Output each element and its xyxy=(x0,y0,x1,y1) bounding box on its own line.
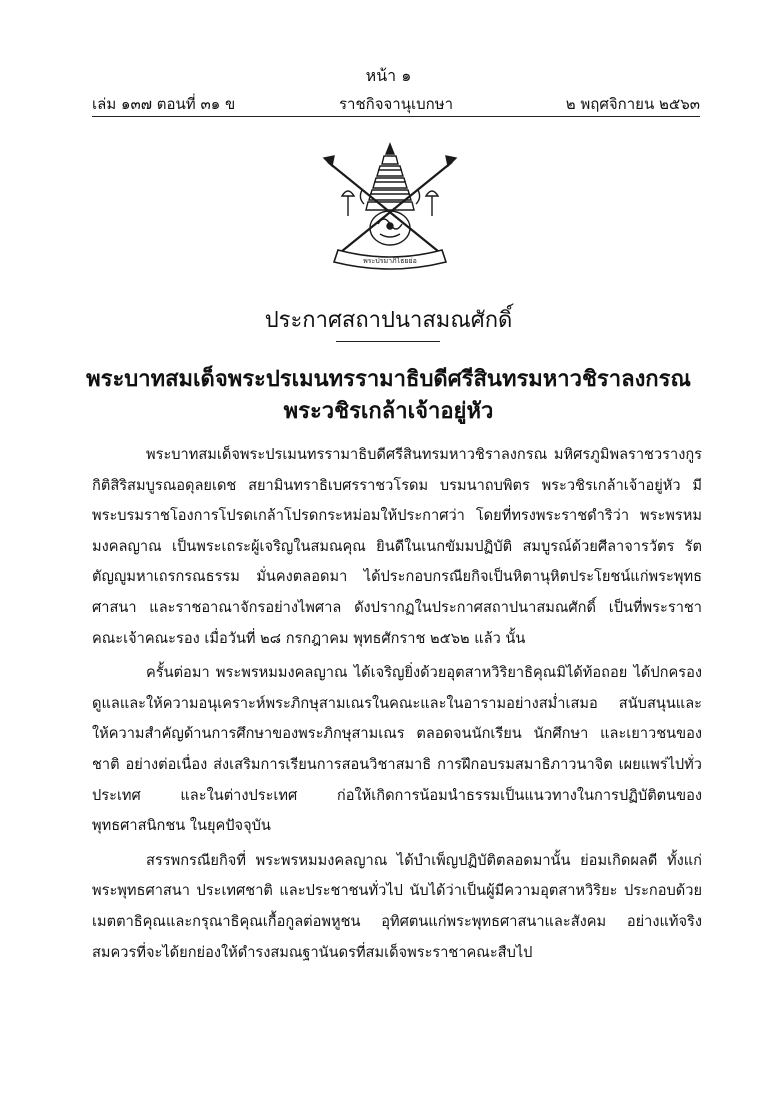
publication-name: ราชกิจจานุเบกษา xyxy=(338,95,454,113)
king-name-line-1: พระบาทสมเด็จพระปรเมนทรรามาธิบดีศรีสินทรมหาวชิราลงกรณ xyxy=(86,367,691,392)
volume-issue: เล่ม ๑๓๗ ตอนที่ ๓๑ ข xyxy=(92,95,236,113)
paragraph-1: พระบาทสมเด็จพระปรเมนทรรามาธิบดีศรีสินทรมหาวชิราลงกรณ มหิศรภูมิพลราชวรางกูร กิติสิริสมบูรณอดุลยเดช สยามินทราธิเบศรราชวโรดม บรมนาถบพิตร พระวชิรเกล้าเจ้าอยู่หัว มีพระบรมราชโองการโปรดเกล้าโปรดกระหม่อมให้ประกาศว่า โดยที่ทรงพระราชดำริว่า พระพรหมมงคลญาณ เป็นพระเถระผู้เจริญในสมณคุณ ยินดีในเนกขัมมปฏิบัติ สมบูรณ์ด้วยศีลาจารวัตร รัตตัญญูมหาเถรกรณธรรม มั่นคงตลอดมา ได้ประกอบกรณียกิจเป็นหิตานุหิตประโยชน์แก่พระพุทธศาสนา และราชอาณาจักรอย่างไพศาล ดังปรากฏในประกาศสถาปนาสมณศักดิ์ เป็นที่พระราชาคณะเจ้าคณะรอง เมื่อวันที่ ๒๘ กรกฎาคม พุทธศักราช ๒๕๖๒ แล้ว นั้น xyxy=(92,446,702,647)
king-name xyxy=(0,364,777,428)
ribbon-text: พระปรมาภิไธยย่อ xyxy=(363,257,417,265)
document-body xyxy=(92,440,702,968)
document-title: ประกาศสถาปนาสมณศักดิ์ xyxy=(264,308,513,333)
paragraph-3: สรรพกรณียกิจที่ พระพรหมมงคลญาณ ได้บำเพ็ญปฏิบัติตลอดมานั้น ย่อมเกิดผลดี ทั้งแก่พระพุทธศาสนา ประเทศชาติ และประชาชนทั่วไป นับได้ว่าเป็นผู้มีความอุตสาหวิริยะ ประกอบด้วยเมตตาธิคุณและกรุณาธิคุณเกื้อกูลต่อพหูชน อุทิศตนแก่พระพุทธศาสนาและสังคม อย่างแท้จริง สมควรที่จะได้ยกย่องให้ดำรงสมณฐานันดรที่สมเด็จพระราชาคณะสืบไป xyxy=(92,851,702,961)
king-name-line-2: พระวชิรเกล้าเจ้าอยู่หัว xyxy=(283,399,494,424)
paragraph-2: ครั้นต่อมา พระพรหมมงคลญาณ ได้เจริญยิ่งด้วยอุตสาหวิริยาธิคุณมิได้ท้อถอย ได้ปกครอง ดูแลและให้ความอนุเคราะห์พระภิกษุสามเณรในคณะและในอารามอย่างสม่ำเสมอ สนับสนุนและ ให้ความสำคัญด้านการศึกษาของพระภิกษุสามเณร ตลอดจนนักเรียน นักศึกษา และเยาวชนของชาติ อย่างต่อเนื่อง ส่งเสริมการเรียนการสอนวิชาสมาธิ การฝึกอบรมสมาธิภาวนาจิต เผยแพร่ไปทั่วประเทศ และในต่างประเทศ ก่อให้เกิดการน้อมนำธรรมเป็นแนวทางในการปฏิบัติตนของพุทธศาสนิกชน ในยุคปัจจุบัน xyxy=(92,664,702,835)
header-rule xyxy=(92,116,700,117)
title-rule xyxy=(336,341,440,342)
gazette-header xyxy=(92,92,700,116)
page-number: หน้า ๑ xyxy=(365,66,412,85)
publication-date: ๒ พฤศจิกายน ๒๕๖๓ xyxy=(565,95,700,113)
royal-cipher-emblem-icon xyxy=(318,140,462,272)
